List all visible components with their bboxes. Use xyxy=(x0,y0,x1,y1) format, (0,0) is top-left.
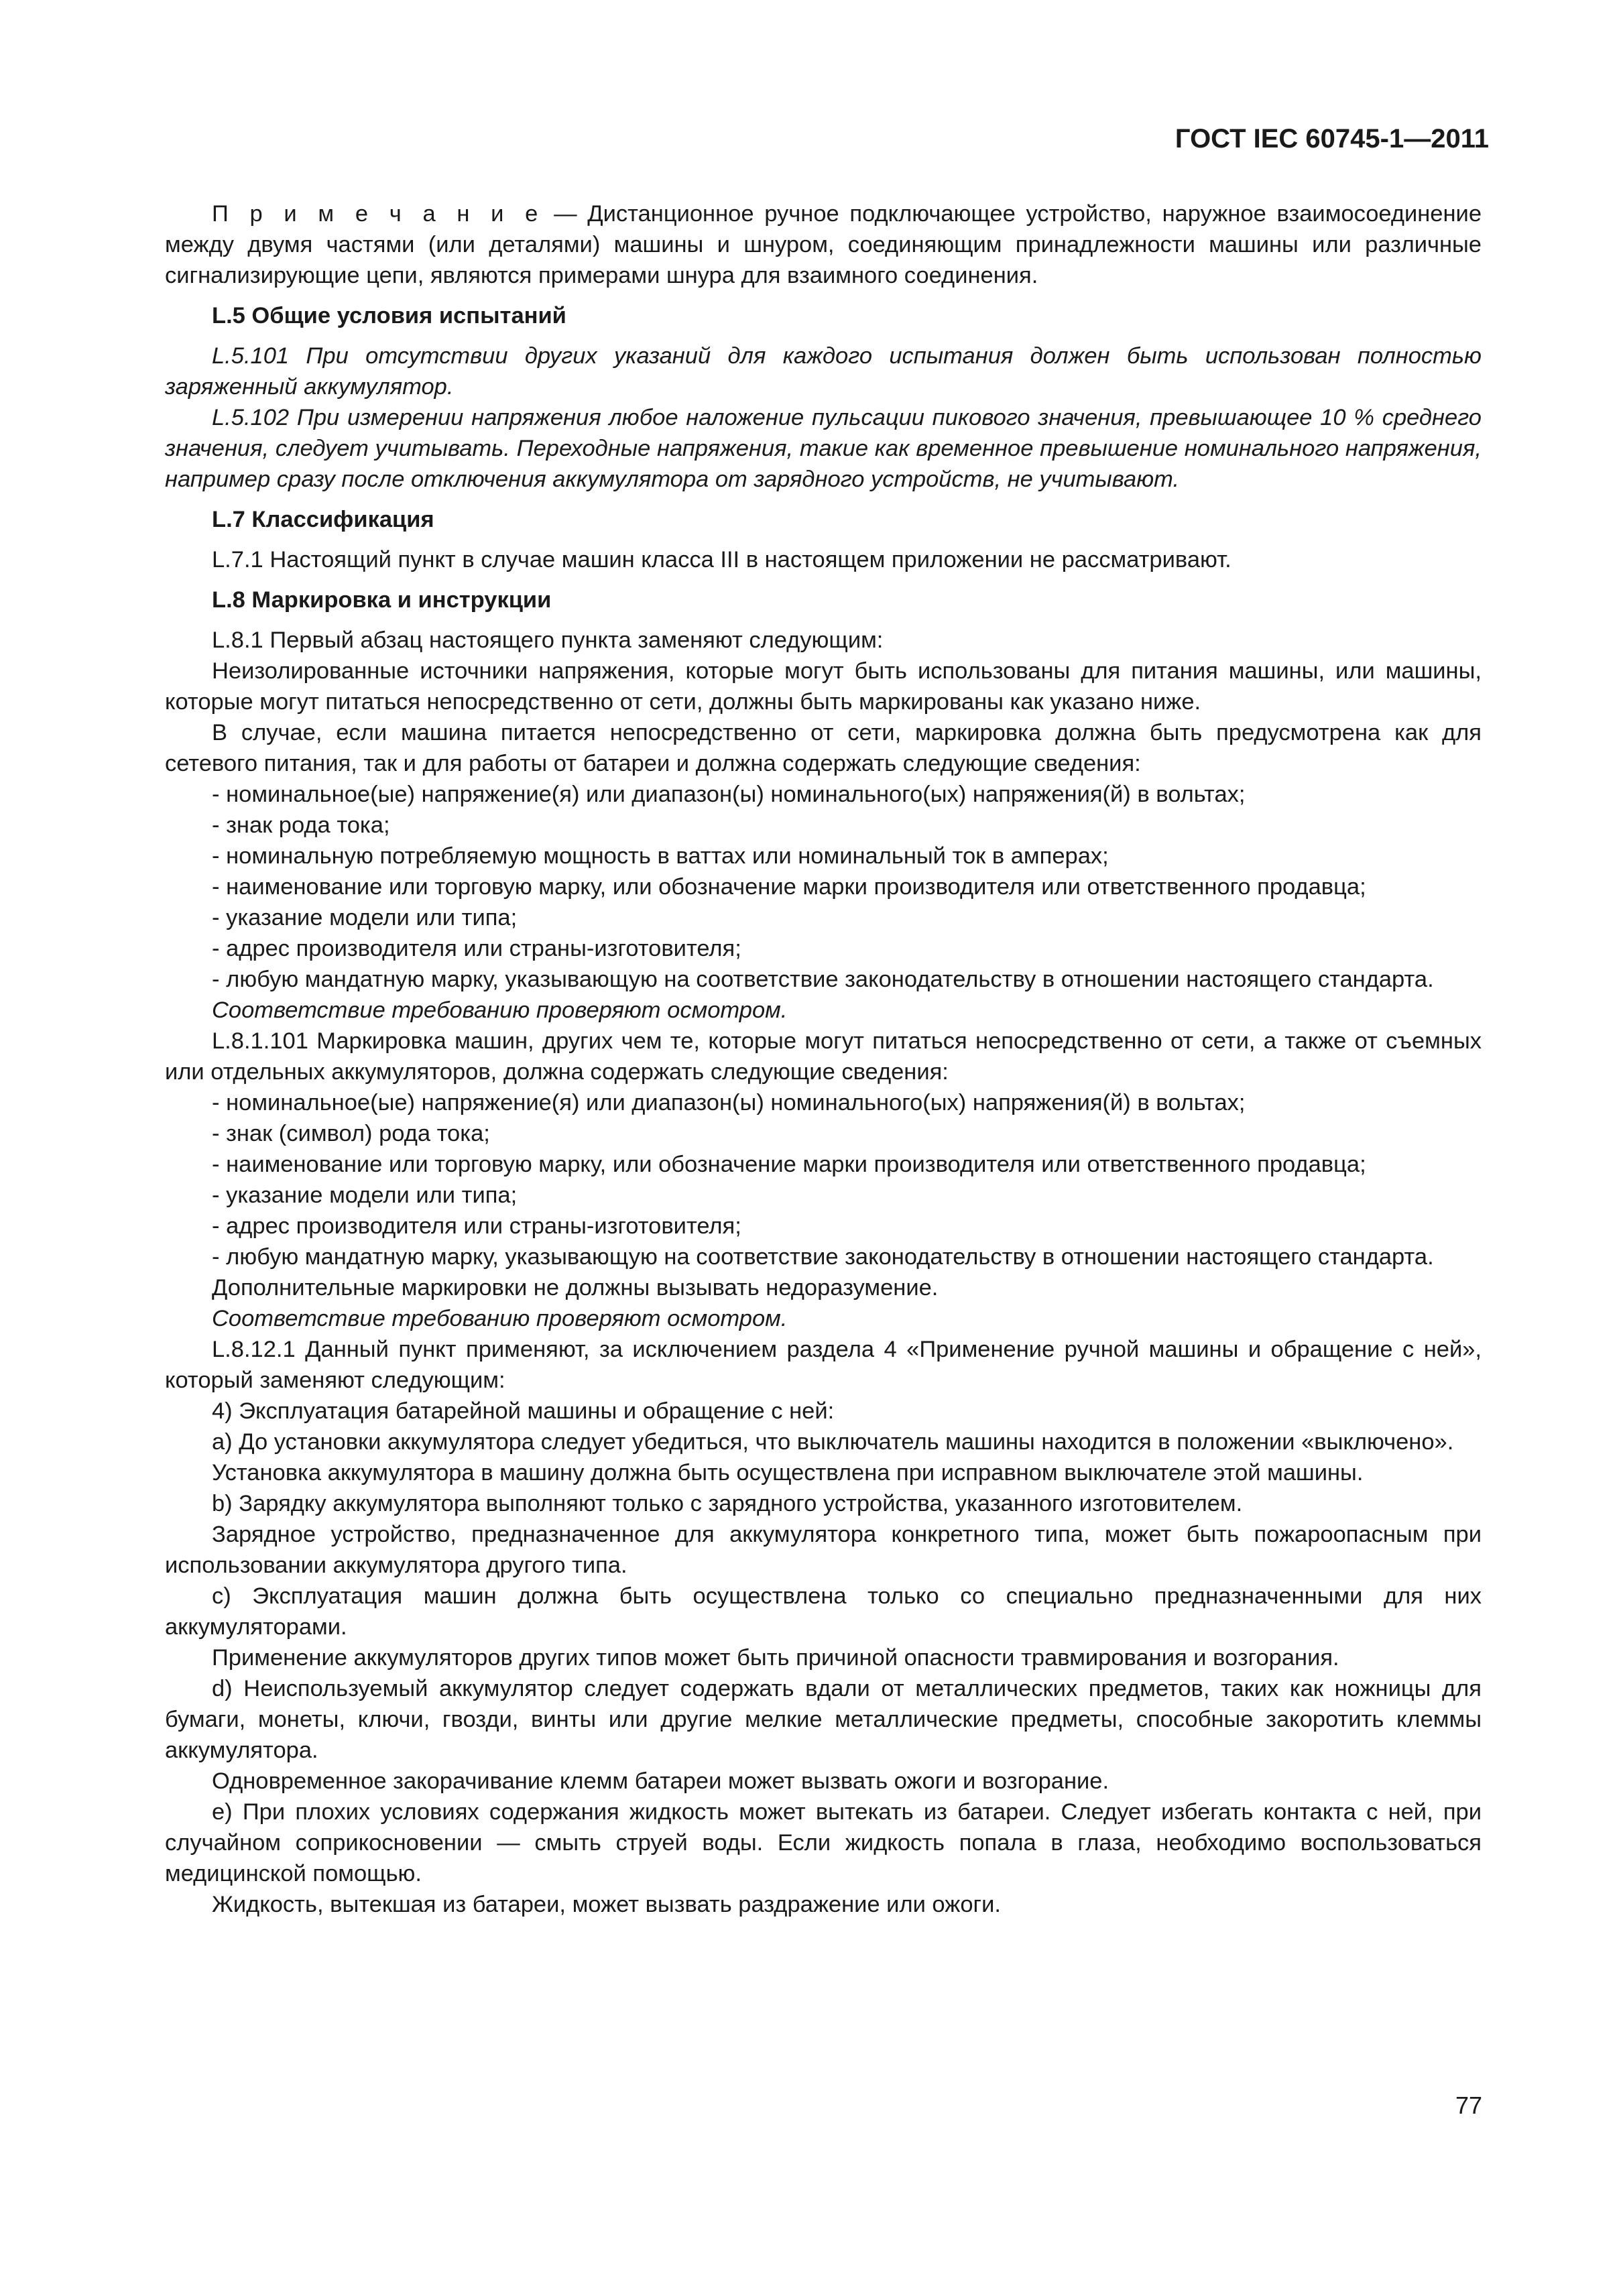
section-heading-l5: L.5 Общие условия испытаний xyxy=(212,303,566,328)
list-item: - номинальное(ые) напряжение(я) или диапазон(ы) номинального(ых) напряжения(й) в вольтах; xyxy=(212,782,1246,807)
note-lead: П р и м е ч а н и е xyxy=(212,201,544,227)
paragraph: Дополнительные маркировки не должны вызывать недоразумение. xyxy=(212,1275,939,1301)
clause-l5-102: L.5.102 При измерении напряжения любое наложение пульсации пикового значения, превышающее 10 % среднего значения, следует учитывать. Переходные напряжения, такие как временное превышение номинального напряжения, например сразу после отключения аккумулятора от зарядного устройств, не учитывают. xyxy=(165,405,1482,492)
clause-l5-101: L.5.101 При отсутствии других указаний для каждого испытания должен быть использован полностью заряженный аккумулятор. xyxy=(165,343,1482,400)
clause-l7-1: L.7.1 Настоящий пункт в случае машин класса III в настоящем приложении не рассматривают. xyxy=(212,547,1231,572)
paragraph: В случае, если машина питается непосредственно от сети, маркировка должна быть предусмотрена как для сетевого питания, так и для работы от батареи и должна содержать следующие сведения: xyxy=(165,720,1482,776)
compliance-check: Соответствие требованию проверяют осмотром. xyxy=(212,998,788,1023)
item-b: b) Зарядку аккумулятора выполняют только с зарядного устройства, указанного изготовителем. xyxy=(212,1491,1243,1516)
list-item: - номинальное(ые) напряжение(я) или диапазон(ы) номинального(ых) напряжения(й) в вольтах; xyxy=(212,1090,1246,1115)
item-a: a) До установки аккумулятора следует убедиться, что выключатель машины находится в положении «выключено». xyxy=(212,1429,1454,1455)
list-item: - знак (символ) рода тока; xyxy=(212,1121,490,1146)
list-item: - указание модели или типа; xyxy=(212,905,518,930)
list-item: - номинальную потребляемую мощность в ваттах или номинальный ток в амперах; xyxy=(212,843,1109,869)
list-item: - наименование или торговую марку, или обозначение марки производителя или ответственного продавца; xyxy=(212,1152,1366,1177)
note-text: — Дистанционное ручное подключающее устройство, наружное взаимосоединение между двумя частями (или деталями) машины и шнуром, соединяющим принадлежности машины или различные сигнализирующие цепи, являются примерами шнура для взаимного соединения. xyxy=(165,201,1482,288)
paragraph: Применение аккумуляторов других типов может быть причиной опасности травмирования и возгорания. xyxy=(212,1645,1339,1671)
section-heading-l7: L.7 Классификация xyxy=(212,507,434,532)
clause-l8-1-101: L.8.1.101 Маркировка машин, других чем те, которые могут питаться непосредственно от сети, а также от съемных или отдельных аккумуляторов, должна содержать следующие сведения: xyxy=(165,1028,1482,1085)
note-paragraph xyxy=(165,198,1482,291)
list-item: - адрес производителя или страны-изготовителя; xyxy=(212,1213,741,1239)
item-d: d) Неиспользуемый аккумулятор следует содержать вдали от металлических предметов, таких как ножницы для бумаги, монеты, ключи, гвозди, винты или другие мелкие металлические предметы, способные закоротить клеммы аккумулятора. xyxy=(165,1676,1482,1763)
list-item: - любую мандатную марку, указывающую на соответствие законодательству в отношении настоящего стандарта. xyxy=(212,967,1434,992)
paragraph: Одновременное закорачивание клемм батареи может вызвать ожоги и возгорание. xyxy=(212,1768,1109,1794)
item-e: e) При плохих условиях содержания жидкость может вытекать из батареи. Следует избегать контакта с ней, при случайном соприкосновении — смыть струей воды. Если жидкость попала в глаза, необходимо воспользоваться медицинской помощью. xyxy=(165,1799,1482,1886)
list-item: - адрес производителя или страны-изготовителя; xyxy=(212,936,741,961)
paragraph: Жидкость, вытекшая из батареи, может вызвать раздражение или ожоги. xyxy=(212,1892,1001,1917)
list-item: - любую мандатную марку, указывающую на соответствие законодательству в отношении настоящего стандарта. xyxy=(212,1244,1434,1270)
paragraph: Зарядное устройство, предназначенное для аккумулятора конкретного типа, может быть пожароопасным при использовании аккумулятора другого типа. xyxy=(165,1522,1482,1578)
clause-l8-1: L.8.1 Первый абзац настоящего пункта заменяют следующим: xyxy=(212,627,884,653)
page-number: 77 xyxy=(1455,2092,1482,2119)
document-code: ГОСТ IEC 60745-1—2011 xyxy=(1175,124,1489,154)
compliance-check: Соответствие требованию проверяют осмотром. xyxy=(212,1306,788,1331)
item-c: c) Эксплуатация машин должна быть осуществлена только со специально предназначенными для них аккумуляторами. xyxy=(165,1583,1482,1640)
paragraph: Неизолированные источники напряжения, которые могут быть использованы для питания машины, или машины, которые могут питаться непосредственно от сети, должны быть маркированы как указано ниже. xyxy=(165,658,1482,715)
paragraph: Установка аккумулятора в машину должна быть осуществлена при исправном выключателе этой машины. xyxy=(212,1460,1364,1486)
section-heading-l8: L.8 Маркировка и инструкции xyxy=(212,587,552,613)
paragraph: 4) Эксплуатация батарейной машины и обращение с ней: xyxy=(212,1398,835,1424)
clause-l8-12-1: L.8.12.1 Данный пункт применяют, за исключением раздела 4 «Применение ручной машины и обращение с ней», который заменяют следующим: xyxy=(165,1337,1482,1393)
page-body xyxy=(165,198,1482,1920)
list-item: - наименование или торговую марку, или обозначение марки производителя или ответственного продавца; xyxy=(212,874,1366,900)
list-item: - знак рода тока; xyxy=(212,812,390,838)
list-item: - указание модели или типа; xyxy=(212,1183,518,1208)
